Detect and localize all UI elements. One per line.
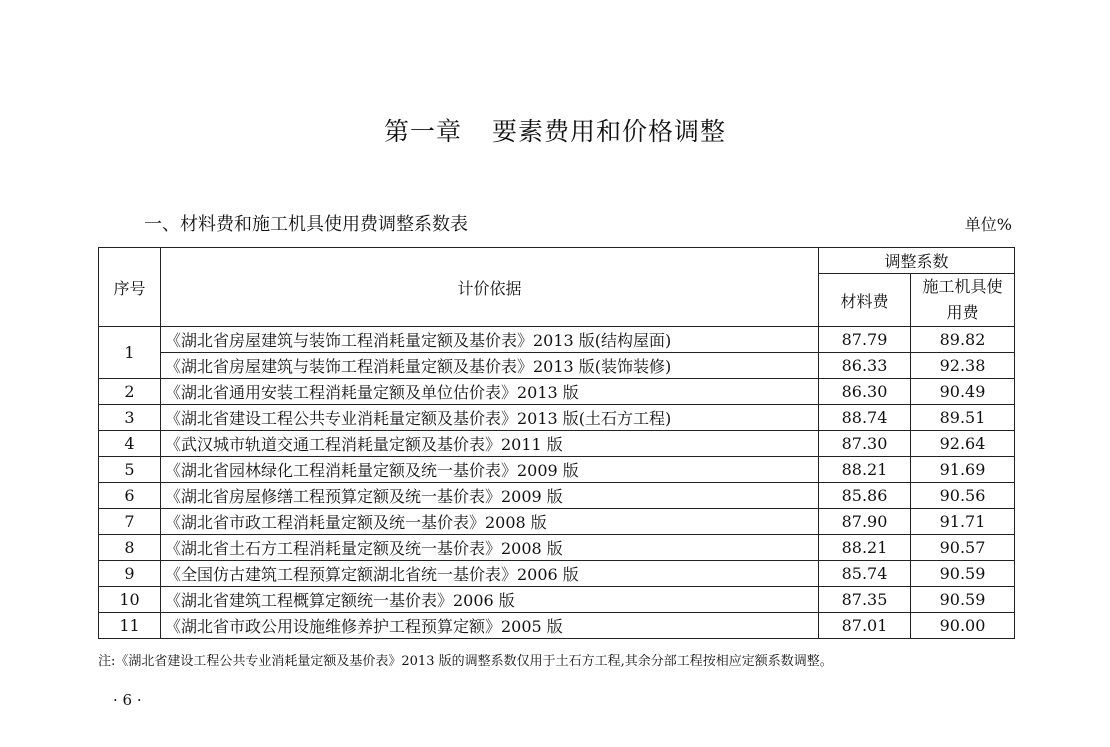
cell-machine: 89.82 <box>911 327 1015 353</box>
cell-material: 85.74 <box>819 561 911 587</box>
cell-material: 87.01 <box>819 613 911 639</box>
table-row <box>99 587 1015 613</box>
cell-seq: 11 <box>99 613 161 639</box>
cell-machine: 91.69 <box>911 457 1015 483</box>
cell-basis: 《全国仿古建筑工程预算定额湖北省统一基价表》2006 版 <box>161 561 819 587</box>
table-row <box>99 327 1015 353</box>
cell-material: 87.79 <box>819 327 911 353</box>
cell-seq: 6 <box>99 483 161 509</box>
cell-machine: 90.49 <box>911 379 1015 405</box>
cell-material: 86.33 <box>819 353 911 379</box>
table-row <box>99 405 1015 431</box>
table-row <box>99 509 1015 535</box>
cell-basis: 《湖北省建筑工程概算定额统一基价表》2006 版 <box>161 587 819 613</box>
cell-material: 87.30 <box>819 431 911 457</box>
cell-basis: 《湖北省房屋建筑与装饰工程消耗量定额及基价表》2013 版(结构屋面) <box>161 327 819 353</box>
unit-label: 单位% <box>964 215 1012 234</box>
table-row <box>99 535 1015 561</box>
header-material: 材料费 <box>819 274 911 327</box>
chapter-name: 要素费用和价格调整 <box>492 117 727 146</box>
chapter-title <box>0 112 1110 148</box>
cell-material: 88.21 <box>819 535 911 561</box>
chapter-number: 第一章 <box>383 117 462 146</box>
adjustment-coefficient-table <box>98 247 1015 639</box>
cell-machine: 92.38 <box>911 353 1015 379</box>
page-number: · 6 · <box>113 691 142 709</box>
cell-seq: 8 <box>99 535 161 561</box>
header-machine: 施工机具使用费 <box>911 274 1015 327</box>
header-adjust-group: 调整系数 <box>819 248 1015 274</box>
table-row <box>99 379 1015 405</box>
cell-basis: 《湖北省房屋修缮工程预算定额及统一基价表》2009 版 <box>161 483 819 509</box>
cell-seq: 9 <box>99 561 161 587</box>
header-basis: 计价依据 <box>161 248 819 327</box>
cell-material: 87.35 <box>819 587 911 613</box>
cell-machine: 91.71 <box>911 509 1015 535</box>
cell-seq: 5 <box>99 457 161 483</box>
section-heading: 一、材料费和施工机具使用费调整系数表 <box>144 214 468 235</box>
table-row <box>99 561 1015 587</box>
cell-basis: 《湖北省土石方工程消耗量定额及统一基价表》2008 版 <box>161 535 819 561</box>
cell-seq: 4 <box>99 431 161 457</box>
cell-basis: 《湖北省通用安装工程消耗量定额及单位估价表》2013 版 <box>161 379 819 405</box>
cell-basis: 《湖北省房屋建筑与装饰工程消耗量定额及基价表》2013 版(装饰装修) <box>161 353 819 379</box>
cell-material: 87.90 <box>819 509 911 535</box>
header-seq: 序号 <box>99 248 161 327</box>
cell-machine: 89.51 <box>911 405 1015 431</box>
cell-basis: 《湖北省市政工程消耗量定额及统一基价表》2008 版 <box>161 509 819 535</box>
cell-basis: 《湖北省园林绿化工程消耗量定额及统一基价表》2009 版 <box>161 457 819 483</box>
cell-basis: 《湖北省建设工程公共专业消耗量定额及基价表》2013 版(土石方工程) <box>161 405 819 431</box>
cell-material: 85.86 <box>819 483 911 509</box>
cell-machine: 90.56 <box>911 483 1015 509</box>
cell-seq: 2 <box>99 379 161 405</box>
table-row <box>99 353 1015 379</box>
table-footnote: 注:《湖北省建设工程公共专业消耗量定额及基价表》2013 版的调整系数仅用于土石方工程,其余分部工程按相应定额系数调整。 <box>98 654 833 669</box>
cell-machine: 90.00 <box>911 613 1015 639</box>
cell-machine: 92.64 <box>911 431 1015 457</box>
table-row <box>99 431 1015 457</box>
cell-material: 88.21 <box>819 457 911 483</box>
table-row <box>99 613 1015 639</box>
cell-material: 86.30 <box>819 379 911 405</box>
cell-machine: 90.59 <box>911 587 1015 613</box>
cell-basis: 《武汉城市轨道交通工程消耗量定额及基价表》2011 版 <box>161 431 819 457</box>
table-row <box>99 457 1015 483</box>
cell-seq: 10 <box>99 587 161 613</box>
cell-seq: 3 <box>99 405 161 431</box>
cell-machine: 90.57 <box>911 535 1015 561</box>
cell-machine: 90.59 <box>911 561 1015 587</box>
cell-seq: 1 <box>99 327 161 379</box>
cell-material: 88.74 <box>819 405 911 431</box>
cell-seq: 7 <box>99 509 161 535</box>
cell-basis: 《湖北省市政公用设施维修养护工程预算定额》2005 版 <box>161 613 819 639</box>
table-row <box>99 483 1015 509</box>
